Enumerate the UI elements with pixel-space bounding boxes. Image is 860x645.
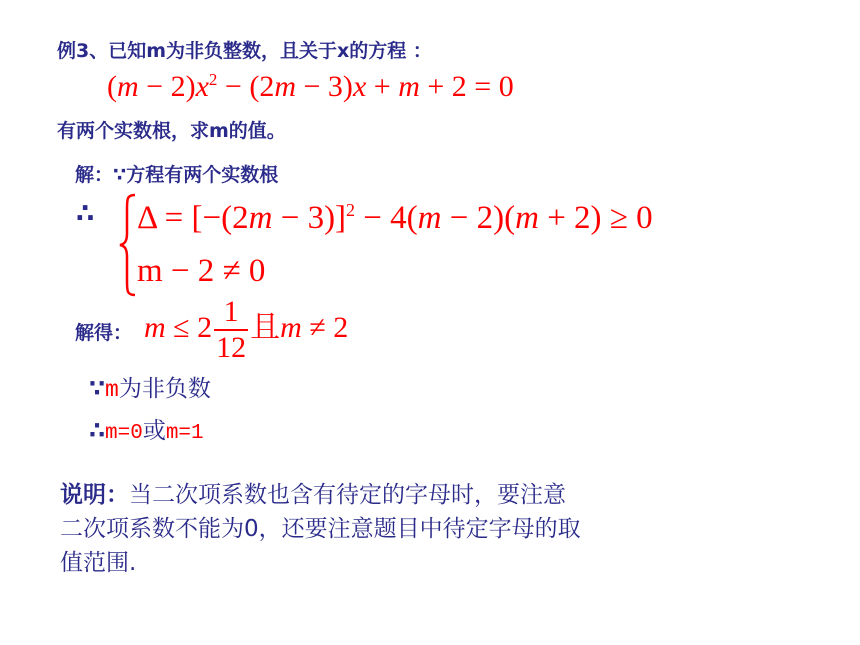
eq-text: + 2 = 0: [419, 70, 514, 103]
eq-var: x: [352, 70, 367, 103]
ineq-text: Δ = [−(2: [137, 200, 249, 236]
system-inequality: [137, 200, 653, 237]
solution-condition: ∵方程有两个实数根: [113, 164, 279, 186]
eq-text: − 2): [138, 70, 196, 103]
note-line1: [60, 478, 566, 512]
result-text: ≤ 2: [165, 310, 213, 344]
result-and: 且: [250, 310, 281, 344]
result-text: ≠ 2: [301, 310, 349, 344]
ineq-text: − 3)]: [272, 200, 347, 236]
result-expression: [144, 297, 348, 363]
conclusion-value-2: m=1: [165, 422, 204, 445]
because-line: [89, 370, 211, 403]
ineq-text: − 4(: [355, 200, 418, 236]
note-text: 当二次项系数也含有待定的字母时，要注意: [129, 482, 566, 508]
conclusion-or: 或: [142, 418, 166, 444]
conclusion-line: [89, 412, 204, 445]
eq-var: m: [398, 70, 420, 103]
ineq-var: m: [515, 200, 539, 236]
eq-text: +: [366, 70, 399, 103]
problem-intro: 例3、已知m为非负整数，且关于x的方程 ：: [57, 40, 432, 62]
ineq-var: m: [248, 200, 273, 236]
eq-var: m: [117, 70, 139, 103]
eq-var: x: [195, 70, 209, 103]
result-label: 解得：: [75, 322, 133, 344]
fraction: [214, 297, 248, 363]
note-line2: 二次项系数不能为0，还要注意题目中待定字母的取: [60, 516, 581, 542]
ineq-var: m: [417, 200, 442, 236]
system-condition: m − 2 ≠ 0: [137, 253, 266, 289]
note-line3: 值范围.: [60, 550, 137, 576]
because-text: 为非负数: [118, 376, 211, 402]
eq-text: − 3): [296, 70, 353, 103]
problem-ask: 有两个实数根，求m的值。: [57, 120, 286, 142]
system-brace: [119, 193, 137, 297]
eq-exponent: 2: [208, 70, 218, 89]
conclusion-symbol: ∴: [89, 418, 106, 444]
note-label: 说明：: [60, 482, 129, 508]
fraction-numerator: 1: [214, 297, 248, 331]
solution-line1: [75, 160, 278, 187]
because-var: m: [105, 377, 119, 403]
ineq-text: + 2) ≥ 0: [538, 200, 653, 236]
ineq-text: − 2)(: [441, 200, 516, 236]
solution-label: 解：: [75, 164, 114, 186]
therefore-symbol: ∴: [76, 199, 95, 229]
conclusion-value-1: m=0: [105, 422, 143, 445]
problem-equation: [107, 70, 514, 104]
result-var: m: [280, 310, 302, 344]
result-var: m: [144, 310, 166, 344]
fraction-denominator: 12: [216, 331, 247, 364]
because-symbol: ∵: [89, 376, 106, 402]
ineq-exponent: 2: [346, 200, 356, 220]
eq-text: − (2: [217, 70, 275, 103]
eq-var: m: [274, 70, 297, 103]
eq-text: (: [107, 70, 117, 103]
